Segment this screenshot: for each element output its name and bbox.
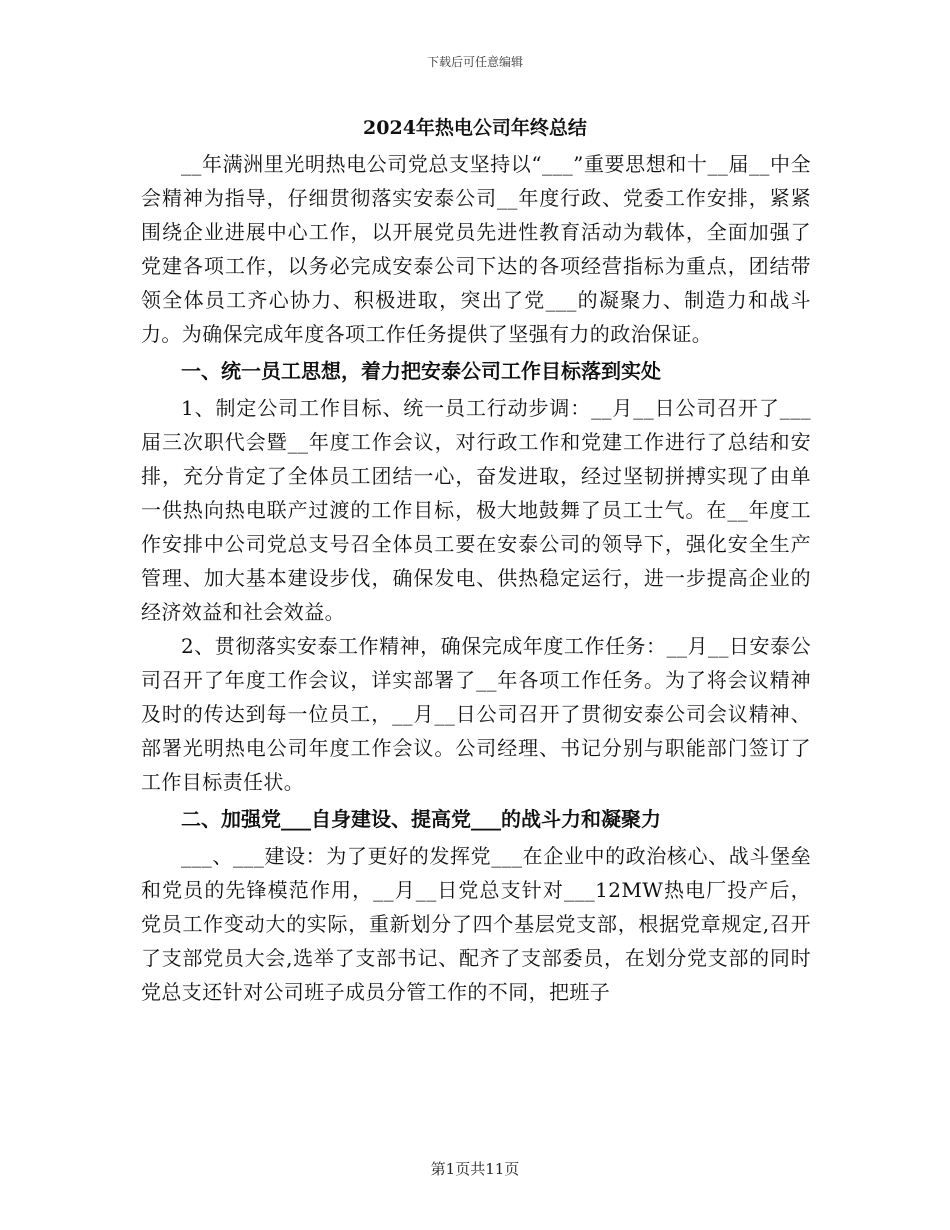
paragraph-2-1: ___、___建设：为了更好的发挥党___在企业中的政治核心、战斗堡垒和党员的先锋模范作用，__月__日党总支针对___12MW热电厂投产后，党员工作变动大的实际，重新划分了四个基层党支部，根据党章规定,召开了支部党员大会,选举了支部书记、配齐了支部委员，在划分党支部的同时党总支还针对公司班子成员分管工作的不同，把班子 xyxy=(141,844,811,1004)
page-number: 第1页共11页 xyxy=(430,1160,520,1178)
page-header-note: 下载后可任意编辑 xyxy=(426,55,523,69)
paragraph-1-2: 2、贯彻落实安泰工作精神，确保完成年度工作任务：__月__日安泰公司召开了年度工作会议，详实部署了__年各项工作任务。为了将会议精神及时的传达到每一位员工，__月__日公司召开了贯彻安泰公司会议精神、部署光明热电公司年度工作会议。公司经理、书记分别与职能部门签订了工作目标责任状。 xyxy=(141,634,811,794)
section-heading-1: 一、统一员工思想，着力把安泰公司工作目标落到实处 xyxy=(181,359,661,383)
paragraph-intro: __年满洲里光明热电公司党总支坚持以“___”重要思想和十__届__中全会精神为指导，仔细贯彻落实安泰公司__年度行政、党委工作安排，紧紧围绕企业进展中心工作，以开展党员先进性教育活动为载体，全面加强了党建各项工作，以务必完成安泰公司下达的各项经营指标为重点，团结带领全体员工齐心协力、积极进取，突出了党___的凝聚力、制造力和战斗力。为确保完成年度各项工作任务提供了坚强有力的政治保证。 xyxy=(141,152,811,346)
section-heading-2: 二、加强党___自身建设、提高党___的战斗力和凝聚力 xyxy=(181,807,661,831)
paragraph-1-1: 1、制定公司工作目标、统一员工行动步调：__月__日公司召开了___届三次职代会暨__年度工作会议，对行政工作和党建工作进行了总结和安排，充分肯定了全体员工团结一心，奋发进取，经过坚韧拼搏实现了由单一供热向热电联产过渡的工作目标，极大地鼓舞了员工士气。在__年度工作安排中公司党总支号召全体员工要在安泰公司的领导下，强化安全生产管理、加大基本建设步伐，确保发电、供热稳定运行，进一步提高企业的经济效益和社会效益。 xyxy=(141,396,811,624)
document-body xyxy=(141,147,811,1009)
document-title: 2024年热电公司年终总结 xyxy=(363,117,587,139)
